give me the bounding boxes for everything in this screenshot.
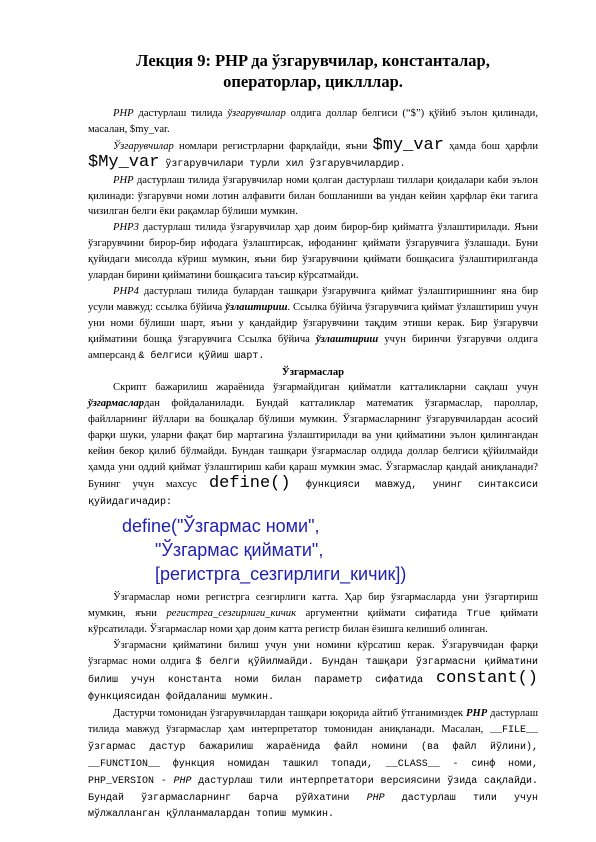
text-mono: __FILE__ ўзгармас дастур бажарилиш жараёнида файл номини (ва файл йўлини), __FUNCTION__ функция номидан ташкил топади, __CLASS__ - синф номи, PHP_VERSION - [88,724,538,787]
text: Скрипт бажарилиш жараёнида ўзгармайдиган қийматли катталикларни сақлаш учун [113,382,538,394]
text: аргументни қиймати сифатида [296,607,467,619]
code-constant: constant() [435,669,538,689]
code-line: "Ўзгармас қиймати", [155,539,324,560]
code-line: define("Ўзгармас номи", [122,515,320,536]
variables-term: ўзгарувчилар [227,108,286,119]
text: Дастурчи томонидан ўзгарувчилардан ташқари юқорида айтиб ўтганимиздек [113,708,466,719]
paragraph-php3-assignment [88,220,538,284]
define-syntax-block [88,514,538,586]
php3-term: PHP3 [113,222,139,234]
php-term: PHP [366,792,385,804]
text-mono: функцияси мавжуд, унинг синтаксиси қуйидагичадир: [88,479,538,508]
text-mono: $ белги қўйилмайди. Бундан ташқари ўзгармасни қийматини билиш учун константа номи билан параметр сифатида [88,657,538,687]
text: дастурлаш тилида ўзгарувчилар номи қолган дастурлаш тиллари қоидалари каби эълон қилинади: ўзгарувчи номи лотин алфавити билан бошланиши ва ундан кейин ҳарфлар ёки тагига чизилган белги ёки рақамлар бўлиши мумкин. [88,174,538,218]
section-heading-constants: Ўзгармаслар [281,366,345,378]
text-mono: дастурлаш тили интерпретатори версиясини ўзида сақлайди. Бундай ўзгармасларнинг барча рўйхатини [88,775,539,804]
paragraph-constants-intro [88,380,538,510]
text: дан фойдаланилади. Бундай катталиклар математик ўзгармаслар, пароллар, файлларнинг йўллари ва бошқалар бўлиши мумкин. Ўзгармасларнинг ўзгарувчилардан асосий фарқи шуки, уларни фақат бир мартагина ўзлаштирилади ва уни қийматини эълон қилингандан кейин бекор қилиб бўлмайди. Бундан ташқари ўзгармаслар олдида доллар белгиси қўйилмайди ҳамда уни оддий қиймат ўзлаштириш каби қараш мумкин эмас. Ўзгармаслар қандай аниқланади? Бунинг учун махсус [88,398,538,490]
text: олдига доллар белгиси (“$”) қўйиб эълон қилинади, масалан, $my_var. [88,108,538,135]
argument-term: регистрга_сезгирлиги_кичик [166,607,297,619]
paragraph-php4-reference [88,284,538,365]
code-line: [регистрга_сезгирлиги_кичик]) [155,563,407,584]
code-define: define() [208,473,291,493]
variables-term: Ўзгарувчилар [113,140,174,152]
text-mono: ўзгарувчилари турли хил ўзгарувчилардир. [159,158,406,170]
text: дастурлаш тилида мавжуд ўзгармаслар ҳам интерпретатор томонидан аниқланади. Масалан, [88,708,538,735]
paragraph-variables-intro [88,106,538,138]
text-mono: & белгиси қўйиш шарт. [138,350,265,362]
text: номлари регистрларни фарқлайди, яъни [173,140,373,152]
text: учун биринчи ўзгарувчи олдига амперсанд [88,333,538,361]
paragraph-constants-case [88,590,538,639]
paragraph-predefined-constants [88,706,538,823]
text: дастурлаш тилида [133,108,228,119]
paragraph-constant-value [88,638,538,706]
document-page [88,50,538,823]
text: Ўзгармаслар номи регистрга сезгирлиги катта. Ҳар бир ўзгармасларда уни ўзгартириш мумкин, яъни [88,591,538,619]
php-term: PHP [465,708,488,719]
php4-term: PHP4 [113,285,139,297]
text-mono: дастурлаш тили учун мўлжалланган қўлланмалардан топиш мумкин. [88,792,538,821]
text: Ўзгармасни қийматини билиш учун уни номини кўрсатиш керак. Ўзгарувчидан фарқи ўзгармас номи олдига [88,640,538,668]
code-my-var: $my_var [372,135,444,155]
text: қиймати кўрсатилади. Ўзгармаслар номи ҳар доим катта регистр билан ёзишга келишиб олинган. [88,607,538,636]
text: дастурлаш тилида ўзгарувчилар ҳар доим бирор-бир қийматга ўзлаштирилади. Яъни ўзгарувчини бирор-бир ифодага ўзлаштирсак, ифоданинг қиймати ўзгарувчига ўзлашади. Буни қуйидаги мисолда кўриш мумкин, яъни бир ўзгарувчини қиймати бошқасига ўзлаштирилганда улардан бирини қийматини бошқасига таъсир кўрсатмайди. [88,222,538,282]
text: . Ссылка бўйича ўзгарувчига қиймат ўзлаштириш учун уни номи бўлиши шарт, яъни у қандайдир ўзгарувчини тақдим этиши керак. Бир ўзгарувчи қийматини бошқа ўзгарувчига Ссылка бўйича [88,301,538,345]
constants-term: ўзгармаслар [88,398,145,410]
text: дастурлаш тилида булардан ташқари ўзгарувчига қиймат ўзлаштиришнинг яна бир усули мавжуд: ссылка бўйича [88,285,538,313]
php-term: PHP [113,174,134,186]
code-My-var: $My_var [88,152,160,172]
paragraph-naming-rules [88,173,538,221]
text: ҳамда бош ҳарфли [443,140,538,152]
code-true: True [466,608,491,620]
text-mono: функциясидан фойдаланиш мумкин. [88,692,275,704]
php-term: PHP [113,108,134,119]
paragraph-case-sensitivity [88,135,538,173]
php-term: PHP [173,775,192,787]
assignment-term: ўзлаштириш [225,301,288,313]
page-title: Лекция 9: PHP да ўзгарувчилар, константалар, операторлар, циклллар. [136,51,490,91]
assignment-term: ўзлаштириш [315,333,379,345]
